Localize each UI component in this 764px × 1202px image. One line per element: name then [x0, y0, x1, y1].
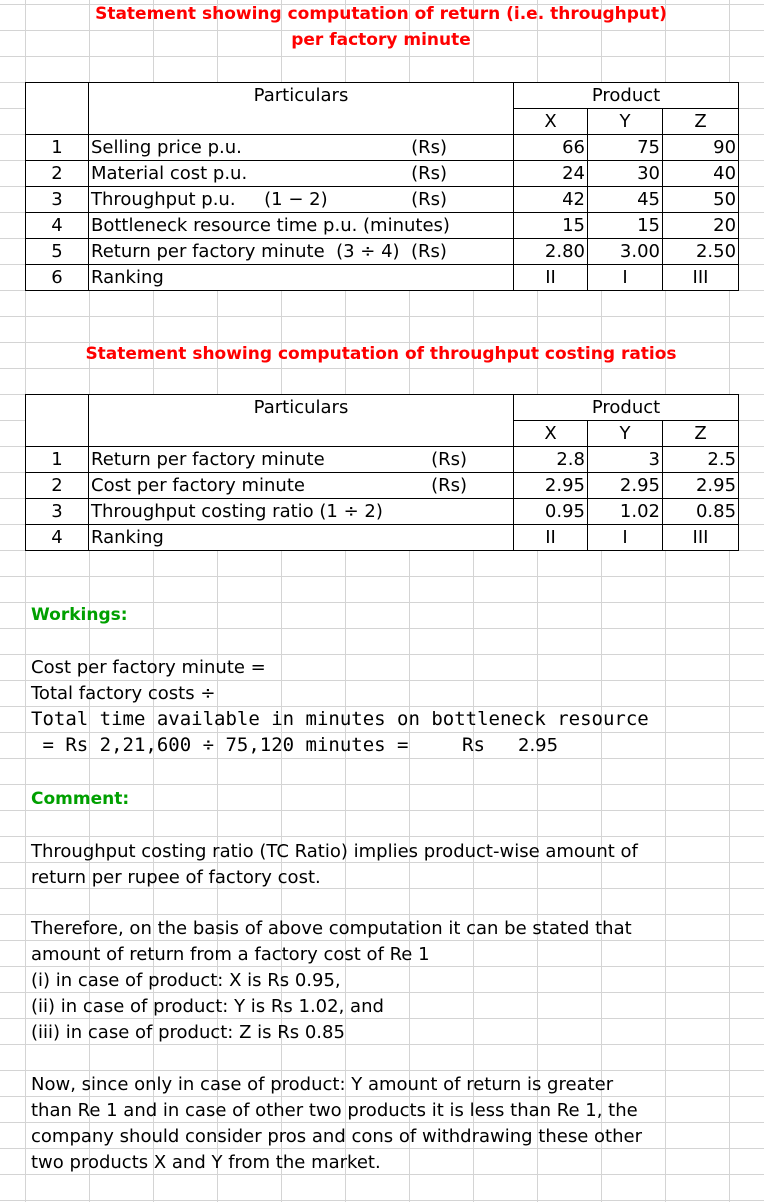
value-y: 3.00 — [588, 239, 663, 265]
row-label-text: Return per factory minute — [91, 449, 325, 470]
workings-line3: Total time available in minutes on bottleneck resource — [31, 708, 649, 730]
table-row — [26, 447, 739, 473]
row-label — [89, 447, 514, 473]
row-unit: (Rs) — [411, 189, 447, 210]
value-x: 15 — [514, 213, 588, 239]
row-label — [89, 473, 514, 499]
table-row — [26, 161, 739, 187]
value-y: 3 — [588, 447, 663, 473]
table-row — [26, 135, 739, 161]
row-label: Ranking — [89, 265, 514, 291]
ranking-x: II — [514, 525, 588, 551]
row-label — [89, 187, 514, 213]
row-unit: (Rs) — [431, 449, 467, 470]
value-z: 20 — [663, 213, 739, 239]
ranking-y: I — [588, 525, 663, 551]
value-y: 45 — [588, 187, 663, 213]
value-z: 90 — [663, 135, 739, 161]
header-row — [26, 395, 739, 421]
workings-line4-value: 2.95 — [518, 735, 559, 756]
row-label-text: Cost per factory minute — [91, 475, 305, 496]
row-label — [89, 161, 514, 187]
product-z: Z — [663, 421, 739, 447]
row-no: 6 — [26, 265, 89, 291]
comment-para2-line: amount of return from a factory cost of Re 1 — [31, 944, 430, 965]
row-no: 3 — [26, 187, 89, 213]
table-row — [26, 499, 739, 525]
row-label: Return per factory minute (3 ÷ 4) (Rs) — [89, 239, 514, 265]
value-z: 50 — [663, 187, 739, 213]
row-no: 2 — [26, 161, 89, 187]
value-x: 66 — [514, 135, 588, 161]
row-no: 3 — [26, 499, 89, 525]
workings-line2: Total factory costs ÷ — [31, 683, 216, 704]
statement2-table — [25, 394, 739, 551]
product-y: Y — [588, 421, 663, 447]
row-no: 5 — [26, 239, 89, 265]
value-z: 40 — [663, 161, 739, 187]
row-label: Ranking — [89, 525, 514, 551]
value-z: 2.95 — [663, 473, 739, 499]
table-row — [26, 525, 739, 551]
ranking-z: III — [663, 525, 739, 551]
value-z: 2.5 — [663, 447, 739, 473]
particulars-header: Particulars — [89, 83, 514, 135]
product-x: X — [514, 421, 588, 447]
product-y: Y — [588, 109, 663, 135]
comment-para2-line: (i) in case of product: X is Rs 0.95, — [31, 970, 341, 991]
value-y: 1.02 — [588, 499, 663, 525]
value-z: 2.50 — [663, 239, 739, 265]
product-z: Z — [663, 109, 739, 135]
statement1-title — [25, 4, 737, 50]
row-label: Throughput costing ratio (1 ÷ 2) — [89, 499, 514, 525]
comment-para3-line: company should consider pros and cons of withdrawing these other — [31, 1126, 642, 1147]
comment-para3-line: two products X and Y from the market. — [31, 1152, 381, 1173]
header-row — [26, 83, 739, 109]
row-no: 4 — [26, 525, 89, 551]
table-row — [26, 187, 739, 213]
particulars-header: Particulars — [89, 395, 514, 447]
statement1-title-line2: per factory minute — [291, 30, 471, 50]
ranking-y: I — [588, 265, 663, 291]
value-x: 2.8 — [514, 447, 588, 473]
table-row — [26, 265, 739, 291]
workings-heading: Workings: — [31, 605, 128, 625]
comment-para3-line: Now, since only in case of product: Y amount of return is greater — [31, 1074, 614, 1095]
row-unit: (Rs) — [411, 163, 447, 184]
value-x: 24 — [514, 161, 588, 187]
row-label: Bottleneck resource time p.u. (minutes) — [89, 213, 514, 239]
comment-para2-line: Therefore, on the basis of above computation it can be stated that — [31, 918, 632, 939]
ranking-x: II — [514, 265, 588, 291]
product-header: Product — [514, 395, 739, 421]
comment-heading: Comment: — [31, 789, 130, 809]
workings-line1: Cost per factory minute = — [31, 657, 266, 678]
value-x: 2.80 — [514, 239, 588, 265]
no-header — [26, 395, 89, 447]
table-row — [26, 239, 739, 265]
value-x: 42 — [514, 187, 588, 213]
row-no: 4 — [26, 213, 89, 239]
comment-para3-line: than Re 1 and in case of other two products it is less than Re 1, the — [31, 1100, 638, 1121]
table-row — [26, 213, 739, 239]
statement2-title: Statement showing computation of throughput costing ratios — [85, 344, 677, 364]
comment-para1-line: return per rupee of factory cost. — [31, 867, 321, 888]
product-x: X — [514, 109, 588, 135]
row-unit: (Rs) — [411, 137, 447, 158]
statement1-title-line1: Statement showing computation of return (i.e. throughput) — [95, 4, 667, 24]
ranking-z: III — [663, 265, 739, 291]
row-label-text: Material cost p.u. — [91, 163, 248, 184]
row-no: 1 — [26, 135, 89, 161]
row-no: 2 — [26, 473, 89, 499]
table-row — [26, 473, 739, 499]
statement1-table — [25, 82, 739, 291]
comment-para1-line: Throughput costing ratio (TC Ratio) implies product-wise amount of — [31, 841, 638, 862]
value-x: 0.95 — [514, 499, 588, 525]
workings-line4: = Rs 2,21,600 ÷ 75,120 minutes = — [31, 734, 409, 756]
value-y: 15 — [588, 213, 663, 239]
comment-para2-line: (iii) in case of product: Z is Rs 0.85 — [31, 1022, 345, 1043]
row-unit: (Rs) — [431, 475, 467, 496]
comment-para2-line: (ii) in case of product: Y is Rs 1.02, and — [31, 996, 384, 1017]
value-y: 2.95 — [588, 473, 663, 499]
row-label — [89, 135, 514, 161]
row-label-text: Selling price p.u. — [91, 137, 242, 158]
value-y: 30 — [588, 161, 663, 187]
row-label-text: Throughput p.u. (1 − 2) — [91, 189, 328, 210]
product-header: Product — [514, 83, 739, 109]
value-z: 0.85 — [663, 499, 739, 525]
workings-line4-unit: Rs — [462, 734, 485, 756]
no-header — [26, 83, 89, 135]
row-no: 1 — [26, 447, 89, 473]
value-x: 2.95 — [514, 473, 588, 499]
value-y: 75 — [588, 135, 663, 161]
